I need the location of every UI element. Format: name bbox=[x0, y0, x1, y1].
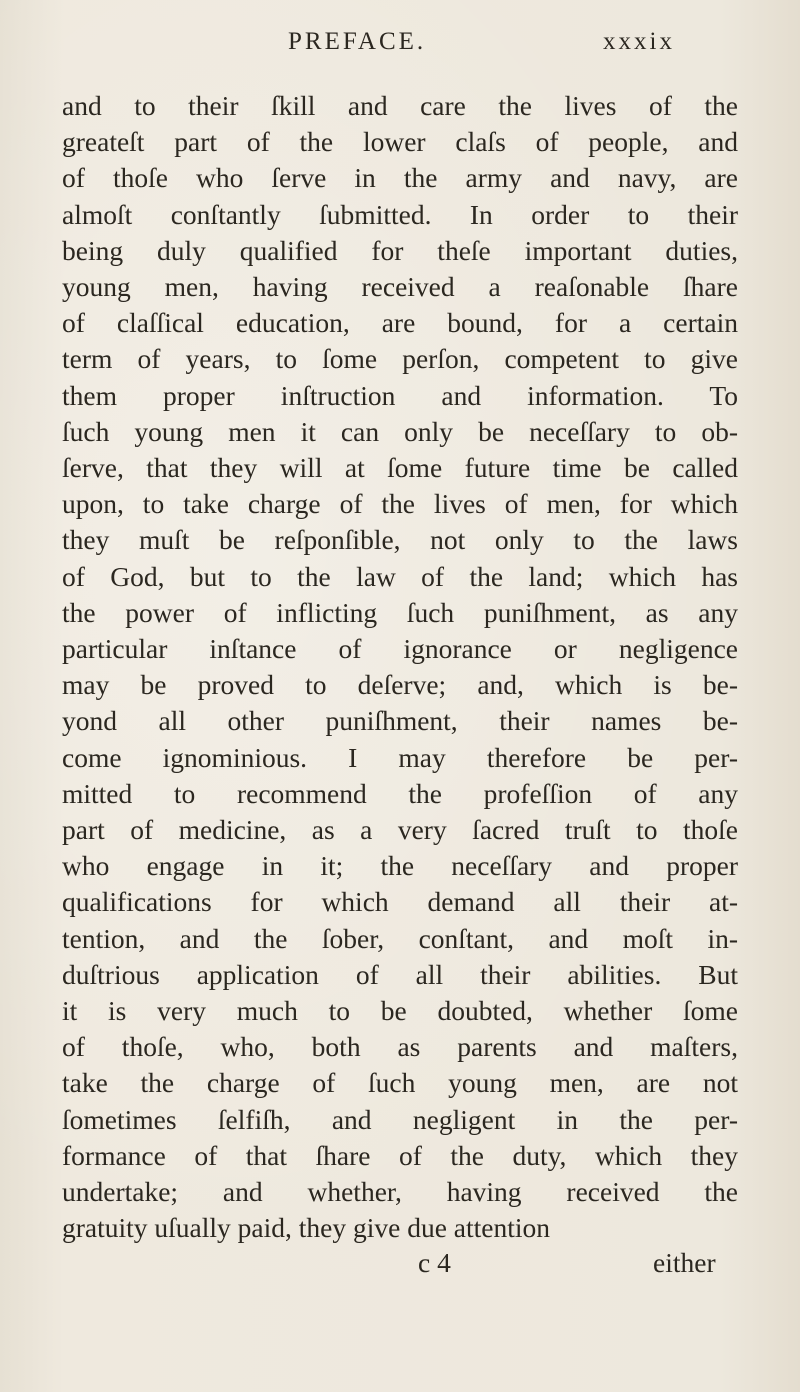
text-line: yond all other puniſhment, their names be- bbox=[62, 705, 738, 737]
text-line: being duly qualified for theſe important duties, bbox=[62, 234, 738, 266]
text-line: them proper inſtruction and information. To bbox=[62, 379, 738, 411]
text-line: particular inſtance of ignorance or negligence bbox=[62, 633, 738, 664]
text-line: who engage in it; the neceſſary and proper bbox=[62, 850, 738, 882]
text-line: of claſſical education, are bound, for a certain bbox=[62, 307, 738, 339]
text-line: of God, but to the law of the land; which has bbox=[62, 560, 738, 592]
text-line: they muſt be reſponſible, not only to the laws bbox=[62, 524, 738, 556]
text-line: come ignominious. I may therefore be per- bbox=[62, 741, 738, 773]
text-line: the power of inflicting ſuch puniſhment, as any bbox=[62, 596, 738, 628]
text-line: of thoſe who ſerve in the army and navy, are bbox=[62, 162, 738, 194]
text-line: upon, to take charge of the lives of men, for which bbox=[62, 488, 738, 520]
signature-mark: c 4 bbox=[418, 1247, 451, 1278]
text-line: tention, and the ſober, conſtant, and moſt in- bbox=[62, 922, 738, 954]
text-line: qualifications for which demand all their at- bbox=[62, 886, 738, 918]
text-line: it is very much to be doubted, whether ſome bbox=[62, 995, 738, 1026]
text-line: ſerve, that they will at ſome future time be called bbox=[62, 452, 738, 483]
text-line: of thoſe, who, both as parents and maſters, bbox=[62, 1031, 738, 1063]
running-head: PREFACE. bbox=[288, 28, 427, 55]
text-line: may be proved to deſerve; and, which is be- bbox=[62, 669, 738, 701]
text-line: term of years, to ſome perſon, competent to give bbox=[62, 343, 738, 375]
text-line: ſometimes ſelfiſh, and negligent in the per- bbox=[62, 1103, 738, 1135]
text-line: duſtrious application of all their abilities. But bbox=[62, 958, 738, 990]
text-line: take the charge of ſuch young men, are not bbox=[62, 1067, 738, 1099]
text-line: almoſt conſtantly ſubmitted. In order to their bbox=[62, 198, 738, 230]
text-line: young men, having received a reaſonable ſhare bbox=[62, 271, 738, 302]
text-line: gratuity uſually paid, they give due attention bbox=[62, 1212, 551, 1244]
catchword: either bbox=[653, 1247, 716, 1278]
text-line: part of medicine, as a very ſacred truſt to thoſe bbox=[62, 814, 738, 845]
text-line: undertake; and whether, having received the bbox=[62, 1176, 738, 1207]
text-line: mitted to recommend the profeſſion of any bbox=[62, 777, 738, 809]
text-line: greateſt part of the lower claſs of people, and bbox=[62, 126, 738, 158]
text-line: formance of that ſhare of the duty, which they bbox=[62, 1139, 738, 1171]
page-number: xxxix bbox=[603, 28, 675, 55]
text-line: ſuch young men it can only be neceſſary to ob- bbox=[62, 415, 738, 447]
page-header bbox=[0, 28, 800, 68]
text-line: and to their ſkill and care the lives of the bbox=[62, 90, 738, 121]
